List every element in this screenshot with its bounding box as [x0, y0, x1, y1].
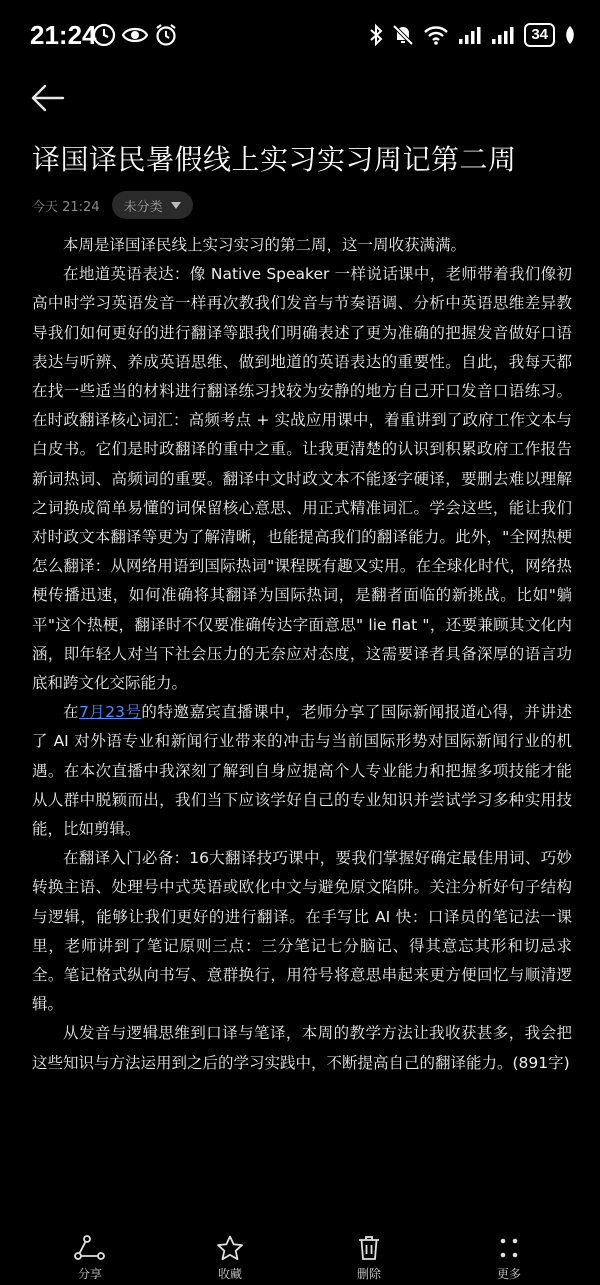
status-left-icons [92, 23, 178, 47]
note-date: 今天 21:24 [32, 199, 100, 215]
status-time: 21:24 [30, 20, 97, 50]
note-body[interactable] [32, 231, 572, 1078]
favorite-button[interactable] [190, 1225, 270, 1282]
more-button[interactable] [469, 1225, 549, 1282]
meta-row [32, 190, 193, 220]
delete-label: 删除 [356, 1267, 381, 1281]
favorite-label: 收藏 [217, 1267, 242, 1281]
paragraph-4: 在翻译入门必备：16大翻译技巧课中，要我们掌握好确定最佳用词、巧妙转换主语、处理号中式英语或欧化中文与避免原文陷阱。关注分析好句子结构与逻辑，能够让我们更好的进行翻译。在手写比 AI 快：口译员的笔记法一课里，老师讲到了笔记原则三点：三分笔记七分脑记、得其意忘其形和切忌求全。笔记格式纵向书写、意群换行，用符号将意思串起来更方便回忆与顺清逻辑。 [32, 849, 572, 1014]
category-dropdown[interactable] [112, 191, 193, 219]
paragraph-3-prefix: 在 [63, 703, 79, 722]
paragraph-2: 在地道英语表达：像 Native Speaker 一样说话课中，老师带着我们像初高中时学习英语发音一样再次教我们发音与节奏语调、分析中英语思维差异教导我们如何更好的进行翻译等跟我们明确表述了更为准确的把握发音做好口语表达与听辨、养成英语思维、做到地道的英语表达的重要性。自此，我每天都在找一些适当的材料进行翻译练习找较为安静的地方自己开口发音口语练习。在时政翻译核心词汇：高频考点 + 实战应用课中，着重讲到了政府工作文本与白皮书。它们是时政翻译的重中之重。让我更清楚的认识到积累政府工作报告新词热词、高频词的重要。翻译中文时政文本不能逐字硬译，要删去难以理解之词换成简单易懂的词保留核心意思、用正式精准词汇。学会这些，能让我们对时政文本翻译等更为了解清晰，也能提高我们的翻译能力。此外，"全网热梗怎么翻译：从网络用语到国际热词"课程既有趣又实用。在全球化时代，网络热梗传播迅速，如何准确将其翻译为国际热词，是翻者面临的新挑战。比如"躺平"这个热梗，翻译时不仅要准确传达字面意思" lie flat "，还要兼顾其文化内涵，即年轻人对当下社会压力的无奈应对态度，这需要译者具备深厚的语言功底和跨文化交际能力。 [32, 265, 572, 693]
date-link[interactable]: 7月23号 [78, 703, 142, 722]
alarm-icon [154, 23, 178, 47]
bluetooth-icon [369, 23, 383, 47]
star-icon [216, 1235, 244, 1261]
status-right-icons [369, 22, 576, 48]
share-button[interactable] [50, 1225, 130, 1282]
mute-icon [392, 23, 414, 47]
eye-icon [122, 23, 148, 47]
status-bar [0, 0, 600, 70]
trash-icon [357, 1235, 381, 1261]
paragraph-1: 本周是译国译民线上实习实习的第二周，这一周收获满满。 [63, 236, 467, 254]
delete-button[interactable] [329, 1225, 409, 1282]
back-button[interactable] [30, 82, 66, 114]
battery-indicator: 34 [524, 23, 555, 47]
paragraph-3-rest: 的特邀嘉宾直播课中，老师分享了国际新闻报道心得，并讲述了 AI 对外语专业和新闻行业带来的冲击与当前国际形势对国际新闻行业的机遇。在本次直播中我深刻了解到自身应提高个人专业能力和把握多项技能才能从人群中脱颖而出，我们当下应该学好自己的专业知识并尝试学习多种实用技能，比如剪辑。 [32, 703, 572, 839]
caret-down-icon [171, 202, 181, 209]
share-label: 分享 [77, 1267, 102, 1281]
paragraph-3 [32, 698, 572, 844]
note-title: 译国译民暑假线上实习实习周记第二周 [32, 143, 517, 176]
share-icon [73, 1235, 107, 1261]
more-dots-icon [497, 1235, 521, 1261]
leaf-icon [564, 25, 576, 45]
signal-icon [491, 25, 515, 45]
signal-icon [458, 25, 482, 45]
more-label: 更多 [496, 1267, 521, 1281]
bottom-toolbar [0, 1225, 600, 1285]
category-label: 未分类 [123, 199, 163, 215]
do-not-disturb-schedule-icon [92, 23, 116, 47]
wifi-icon [423, 24, 449, 46]
arrow-left-icon [30, 82, 66, 114]
paragraph-5: 从发音与逻辑思维到口译与笔译，本周的教学方法让我收获甚多，我会把这些知识与方法运用到之后的学习实践中，不断提高自己的翻译能力。(891字) [32, 1024, 572, 1072]
